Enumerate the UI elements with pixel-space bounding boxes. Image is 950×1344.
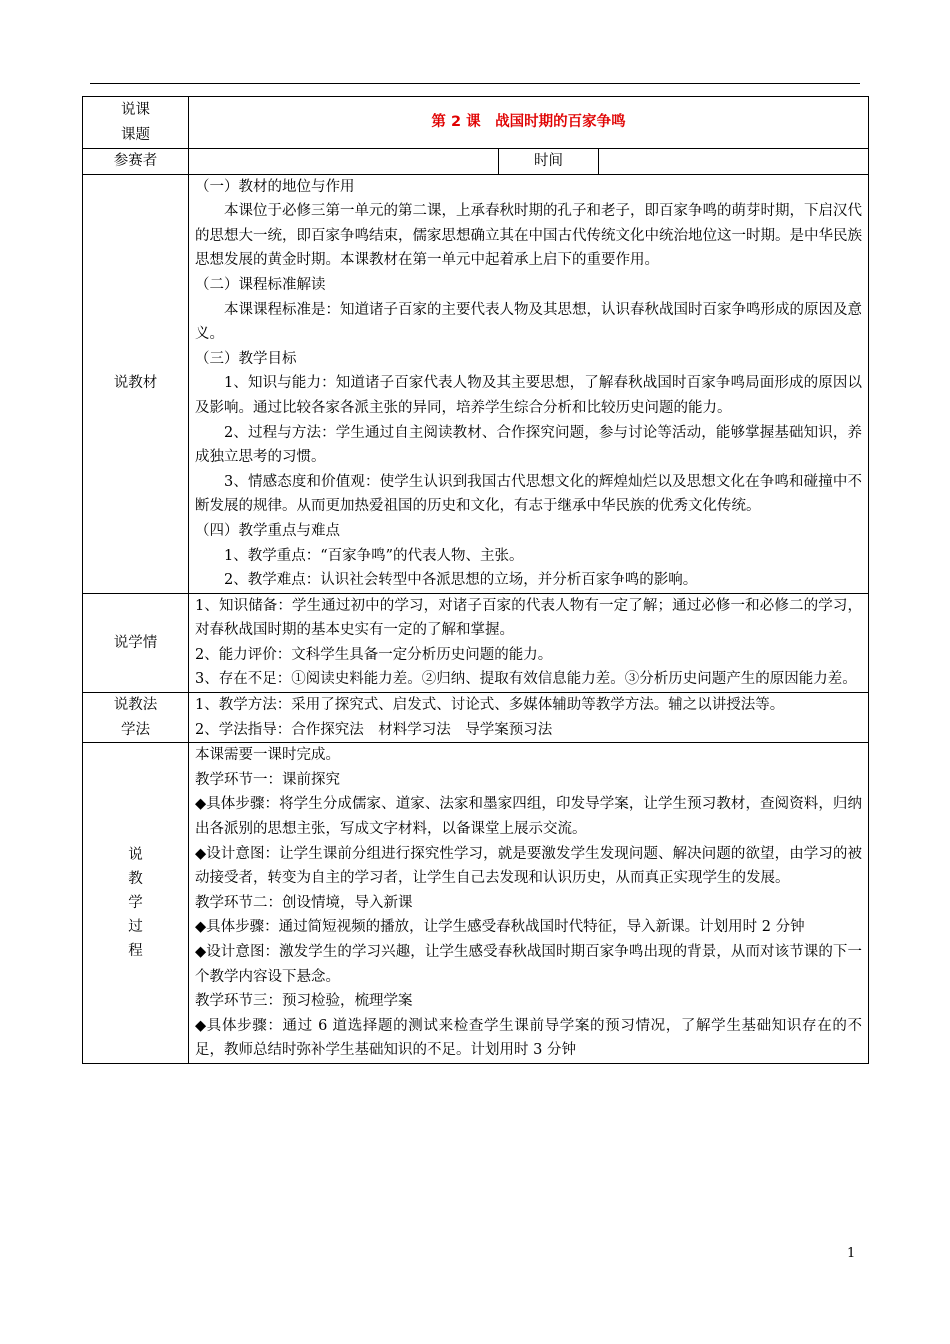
paragraph: 本课课程标准是：知道诸子百家的主要代表人物及其思想，认识春秋战国时百家争鸣形成的原因及意义。 [195,301,862,343]
paragraph: ◆具体步骤：将学生分成儒家、道家、法家和墨家四组，印发导学案，让学生预习教材，查阅资料，归纳出各派别的思想主张，写成文字材料，以备课堂上展示交流。 [195,796,862,838]
paragraph: ◆设计意图：让学生课前分组进行探究性学习，就是要激发学生发现问题、解决问题的欲望，由学习的被动接受者，转变为自主的学习者，让学生自己去发现和认识历史，从而真正实现学生的发展。 [195,845,862,887]
paragraph: ◆具体步骤：通过 6 道选择题的测试来检查学生课前导学案的预习情况，了解学生基础知识存在的不足，教师总结时弥补学生基础知识的不足。计划用时 3 分钟 [195,1017,862,1059]
textbook-label: 说教材 [83,174,189,593]
paragraph: （三）教学目标 [195,350,297,367]
time-value [599,149,869,175]
paragraph: ◆具体步骤：通过简短视频的播放，让学生感受春秋战国时代特征，导入新课。计划用时 2 分钟 [195,919,805,936]
methods-label: 说教法 学法 [83,693,189,743]
paragraph: 教学环节二：创设情境，导入新课 [195,894,413,911]
methods-content [189,693,869,743]
paragraph: （一）教材的地位与作用 [195,178,355,195]
page-number: 1 [847,1246,856,1261]
paragraph: ◆设计意图：激发学生的学习兴趣，让学生感受春秋战国时期百家争鸣出现的背景，从而对该节课的下一个教学内容设下悬念。 [195,944,862,985]
process-label [83,743,189,1064]
participant-value [189,149,499,175]
paragraph: （四）教学重点与难点 [195,522,340,539]
textbook-content [189,174,869,593]
lesson-title-label: 说课 课题 [83,97,189,149]
header-rule [90,83,860,84]
paragraph: 1、教学方法：采用了探究式、启发式、讨论式、多媒体辅助等教学方法。辅之以讲授法等。 [195,697,785,714]
paragraph: 本课位于必修三第一单元的第二课，上承春秋时期的孔子和老子，即百家争鸣的萌芽时期，下启汉代的思想大一统，即百家争鸣结束，儒家思想确立其在中国古代传统文化中统治地位这一时期。是中华民族思想发展的黄金时期。本课教材在第一单元中起着承上启下的重要作用。 [195,203,862,269]
paragraph: （二）课程标准解读 [195,276,326,293]
paragraph: 2、教学难点：认识社会转型中各派思想的立场，并分析百家争鸣的影响。 [224,572,698,589]
participant-label: 参赛者 [83,149,189,175]
lesson-title: 第 2 课 战国时期的百家争鸣 [189,97,869,149]
process-label-char: 教 [128,871,143,888]
process-content [189,743,869,1064]
process-label-char: 学 [128,895,143,912]
process-label-char: 过 [128,919,143,936]
title-row [83,97,869,149]
paragraph: 1、知识储备：学生通过初中的学习，对诸子百家的代表人物有一定了解；通过必修一和必修二的学习，对春秋战国时期的基本史实有一定的了解和掌握。 [195,597,862,639]
students-content [189,593,869,692]
paragraph: 3、情感态度和价值观：使学生认识到我国古代思想文化的辉煌灿烂以及思想文化在争鸣和碰撞中不断发展的规律。从而更加热爱祖国的历史和文化，有志于继承中华民族的优秀文化传统。 [195,473,862,515]
students-label: 说学情 [83,593,189,692]
students-row [83,593,869,692]
textbook-row [83,174,869,593]
paragraph: 2、学法指导：合作探究法 材料学习法 导学案预习法 [195,721,553,738]
paragraph: 教学环节一：课前探究 [195,771,340,788]
process-row [83,743,869,1064]
paragraph: 本课需要一课时完成。 [195,747,340,764]
paragraph: 2、能力评价：文科学生具备一定分析历史问题的能力。 [195,646,553,663]
paragraph: 1、教学重点：“百家争鸣”的代表人物、主张。 [224,547,524,564]
process-label-char: 程 [128,943,143,960]
paragraph: 3、存在不足：①阅读史料能力差。②归纳、提取有效信息能力差。③分析历史问题产生的原因能力差。 [195,671,857,688]
paragraph: 2、过程与方法：学生通过自主阅读教材、合作探究问题，参与讨论等活动，能够掌握基础知识，养成独立思考的习惯。 [195,424,862,466]
paragraph: 1、知识与能力：知道诸子百家代表人物及其主要思想，了解春秋战国时百家争鸣局面形成的原因以及影响。通过比较各家各派主张的异同，培养学生综合分析和比较历史问题的能力。 [195,375,862,416]
time-label: 时间 [499,149,599,175]
process-label-char: 说 [128,847,143,864]
methods-row [83,693,869,743]
info-row [83,149,869,175]
lesson-plan-table [82,96,869,1064]
paragraph: 教学环节三：预习检验，梳理学案 [195,993,413,1010]
